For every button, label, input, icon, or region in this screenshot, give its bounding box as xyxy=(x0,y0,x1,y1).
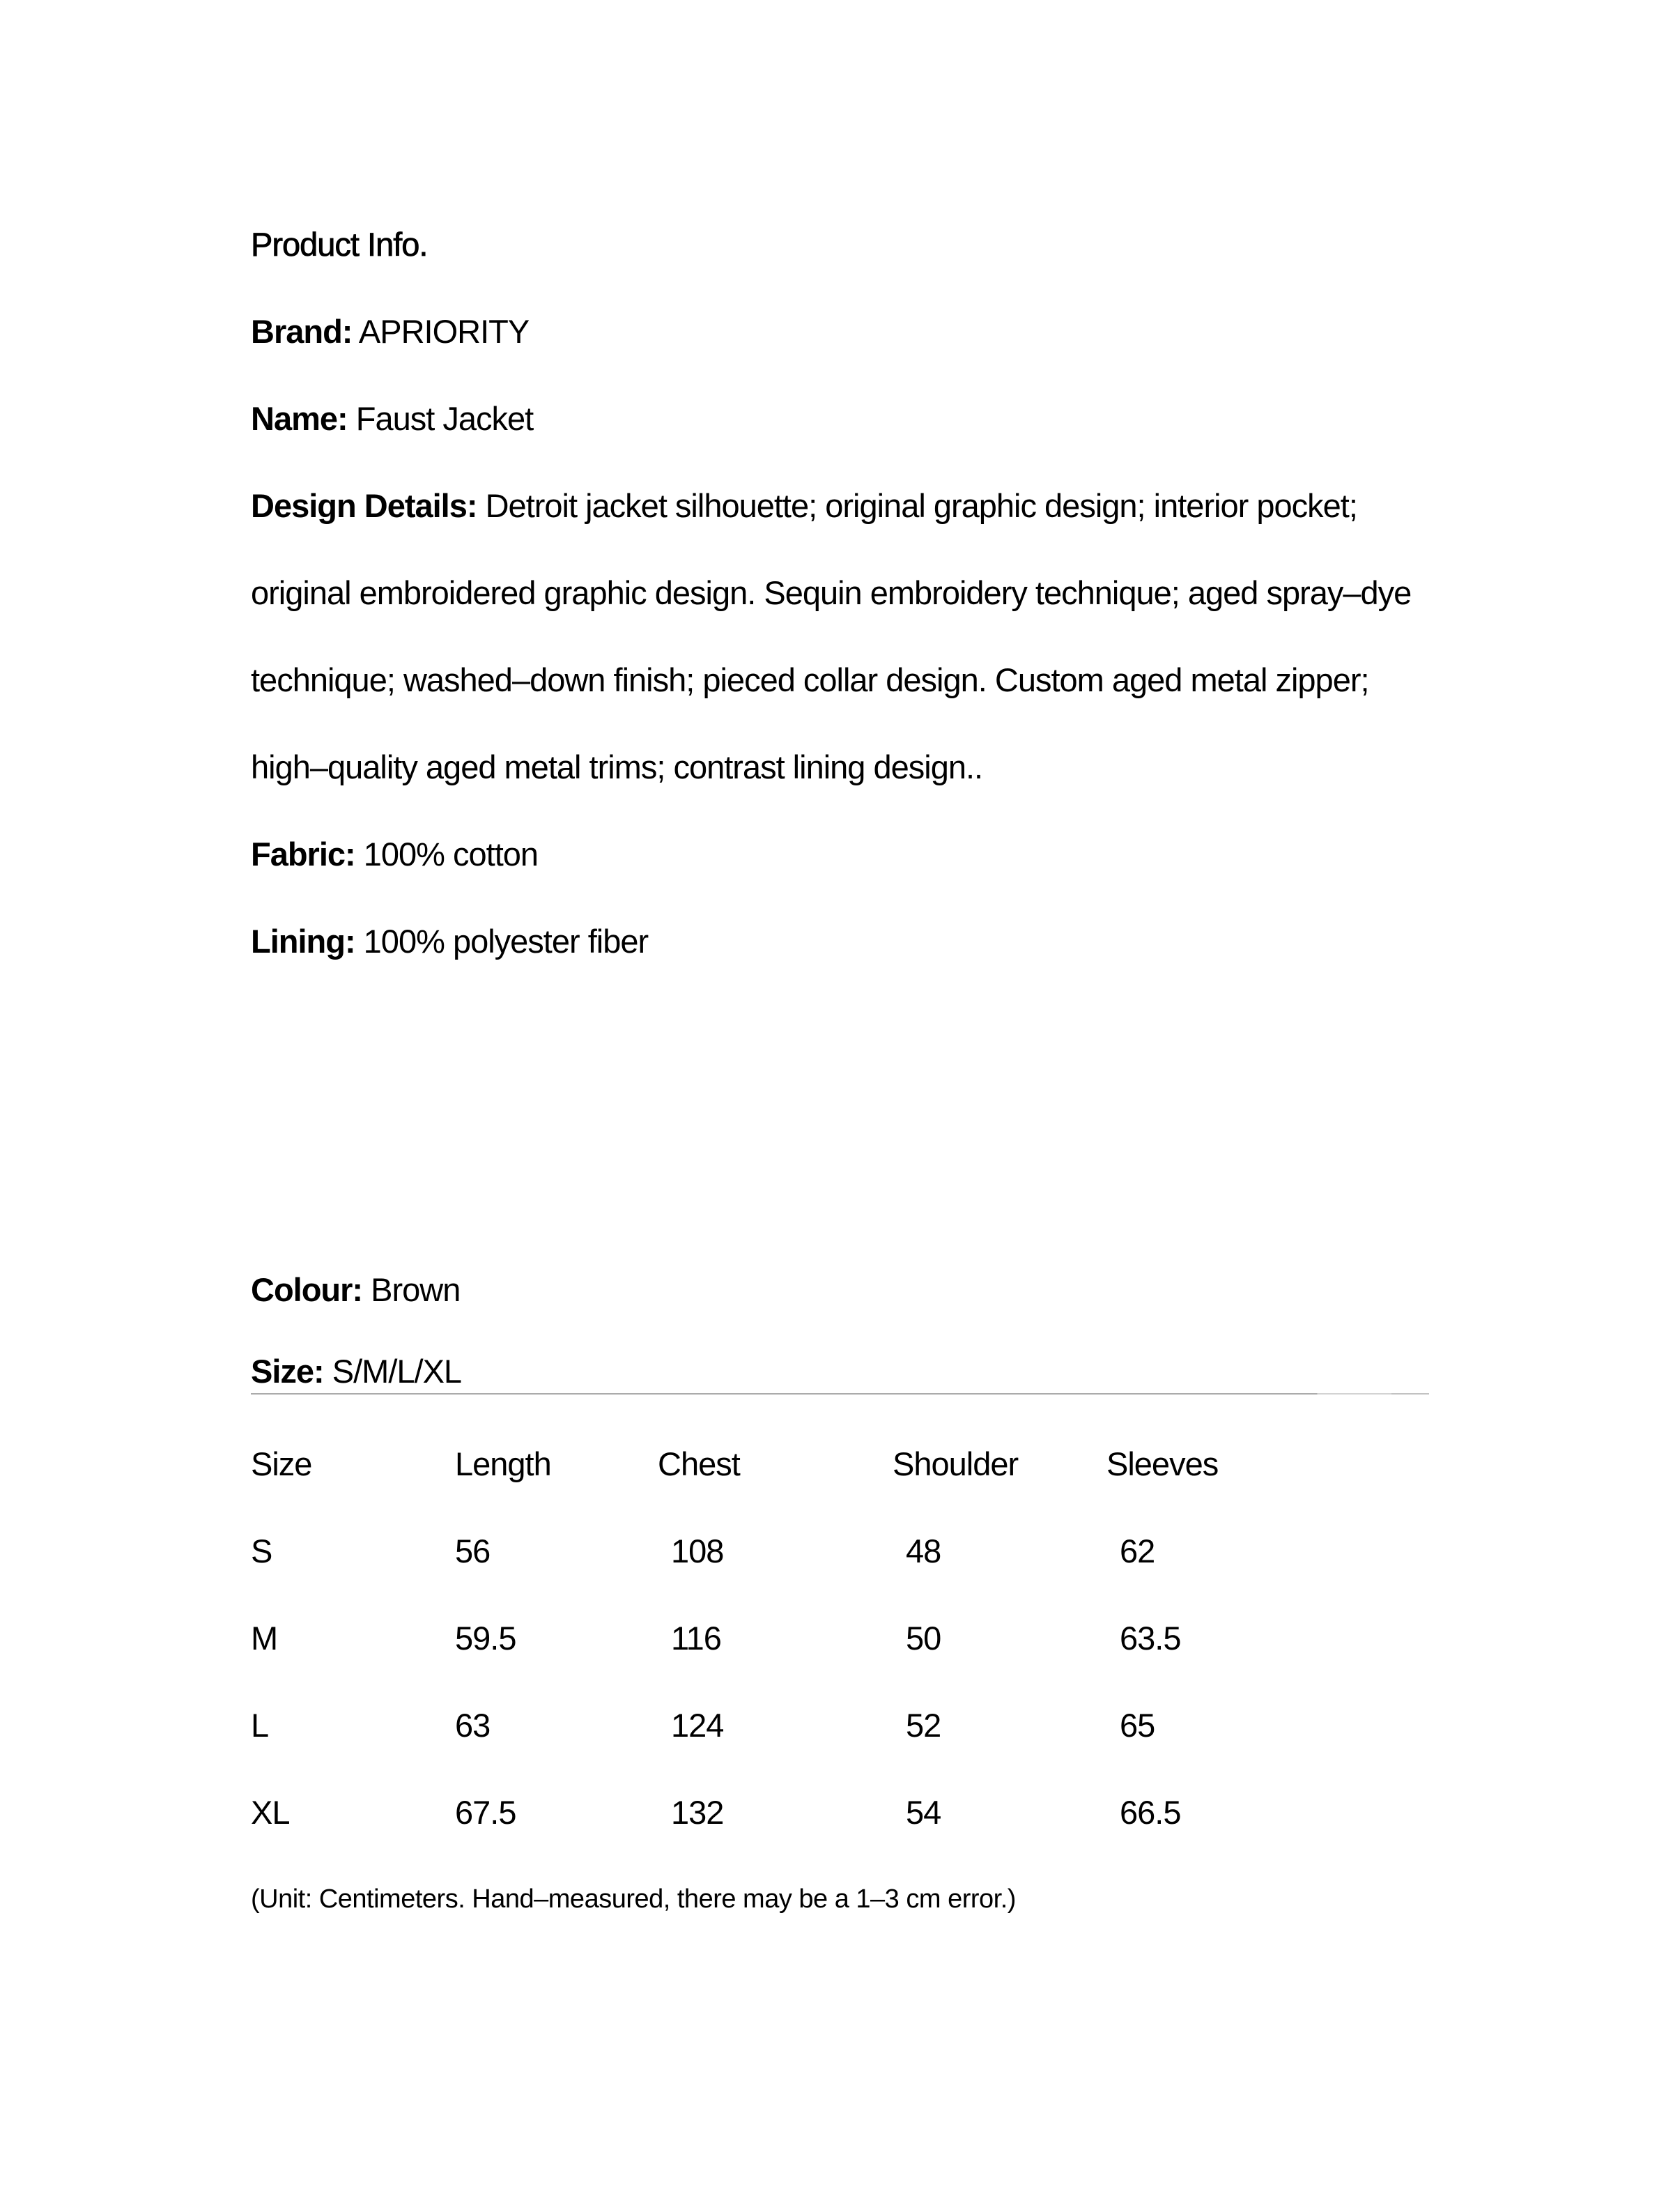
column-header-chest: Chest xyxy=(658,1445,740,1482)
column-header-size: Size xyxy=(251,1445,312,1482)
lining-label: Lining: xyxy=(251,923,355,960)
cell-length: 59.5 xyxy=(455,1620,516,1657)
cell-shoulder: 50 xyxy=(906,1620,941,1657)
colour-value: Brown xyxy=(371,1271,461,1308)
cell-length: 63 xyxy=(455,1707,491,1744)
size-value: S/M/L/XL xyxy=(332,1353,462,1390)
cell-chest: 132 xyxy=(671,1794,724,1831)
name-value: Faust Jacket xyxy=(355,400,534,437)
cell-size: M xyxy=(251,1620,278,1657)
table-row-s xyxy=(251,1507,1429,1595)
colour-label: Colour: xyxy=(251,1271,363,1308)
cell-sleeves: 63.5 xyxy=(1120,1620,1181,1657)
design-details-line-3: technique; washed–down finish; pieced collar design. Custom aged metal zipper; xyxy=(251,661,1369,698)
name-label: Name: xyxy=(251,400,348,437)
cell-chest: 108 xyxy=(671,1533,724,1569)
table-row-l xyxy=(251,1682,1429,1769)
cell-size: XL xyxy=(251,1794,290,1831)
cell-size: L xyxy=(251,1707,269,1744)
column-header-length: Length xyxy=(455,1445,551,1482)
brand-label: Brand: xyxy=(251,313,353,350)
lining-value: 100% polyester fiber xyxy=(363,923,649,960)
fabric-value: 100% cotton xyxy=(363,836,539,873)
cell-sleeves: 65 xyxy=(1120,1707,1155,1744)
page-title: Product Info. xyxy=(251,226,428,263)
column-header-shoulder: Shoulder xyxy=(893,1445,1019,1482)
size-label: Size: xyxy=(251,1353,324,1390)
fabric-row xyxy=(251,811,1429,898)
cell-length: 67.5 xyxy=(455,1794,516,1831)
cell-chest: 124 xyxy=(671,1707,724,1744)
blank-gap xyxy=(251,985,1429,1246)
table-row-xl xyxy=(251,1769,1429,1856)
cell-chest: 116 xyxy=(671,1620,721,1657)
design-details-line-4: high–quality aged metal trims; contrast lining design.. xyxy=(251,748,983,785)
brand-value: APRIORITY xyxy=(358,313,530,350)
design-details-line-1 xyxy=(251,462,1429,549)
cell-shoulder: 48 xyxy=(906,1533,941,1569)
cell-size: S xyxy=(251,1533,272,1569)
cell-length: 56 xyxy=(455,1533,491,1569)
measurement-note: (Unit: Centimeters. Hand–measured, there may be a 1–3 cm error.) xyxy=(251,1884,1016,1914)
colour-row xyxy=(251,1246,1429,1333)
column-header-sleeves: Sleeves xyxy=(1106,1445,1219,1482)
table-row-m xyxy=(251,1595,1429,1682)
design-details-label: Design Details: xyxy=(251,487,477,524)
design-details-text-1: Detroit jacket silhouette; original graphic design; interior pocket; xyxy=(485,487,1357,524)
name-row xyxy=(251,375,1429,462)
size-table-header-row xyxy=(251,1420,1429,1507)
cell-sleeves: 66.5 xyxy=(1120,1794,1181,1831)
fabric-label: Fabric: xyxy=(251,836,355,873)
cell-shoulder: 54 xyxy=(906,1794,941,1831)
design-details-line-2: original embroidered graphic design. Sequin embroidery technique; aged spray–dye xyxy=(251,574,1412,611)
cell-sleeves: 62 xyxy=(1120,1533,1155,1569)
content-column xyxy=(251,201,1429,1943)
size-table xyxy=(251,1420,1429,1856)
brand-row xyxy=(251,288,1429,375)
lining-row xyxy=(251,898,1429,985)
cell-shoulder: 52 xyxy=(906,1707,941,1744)
